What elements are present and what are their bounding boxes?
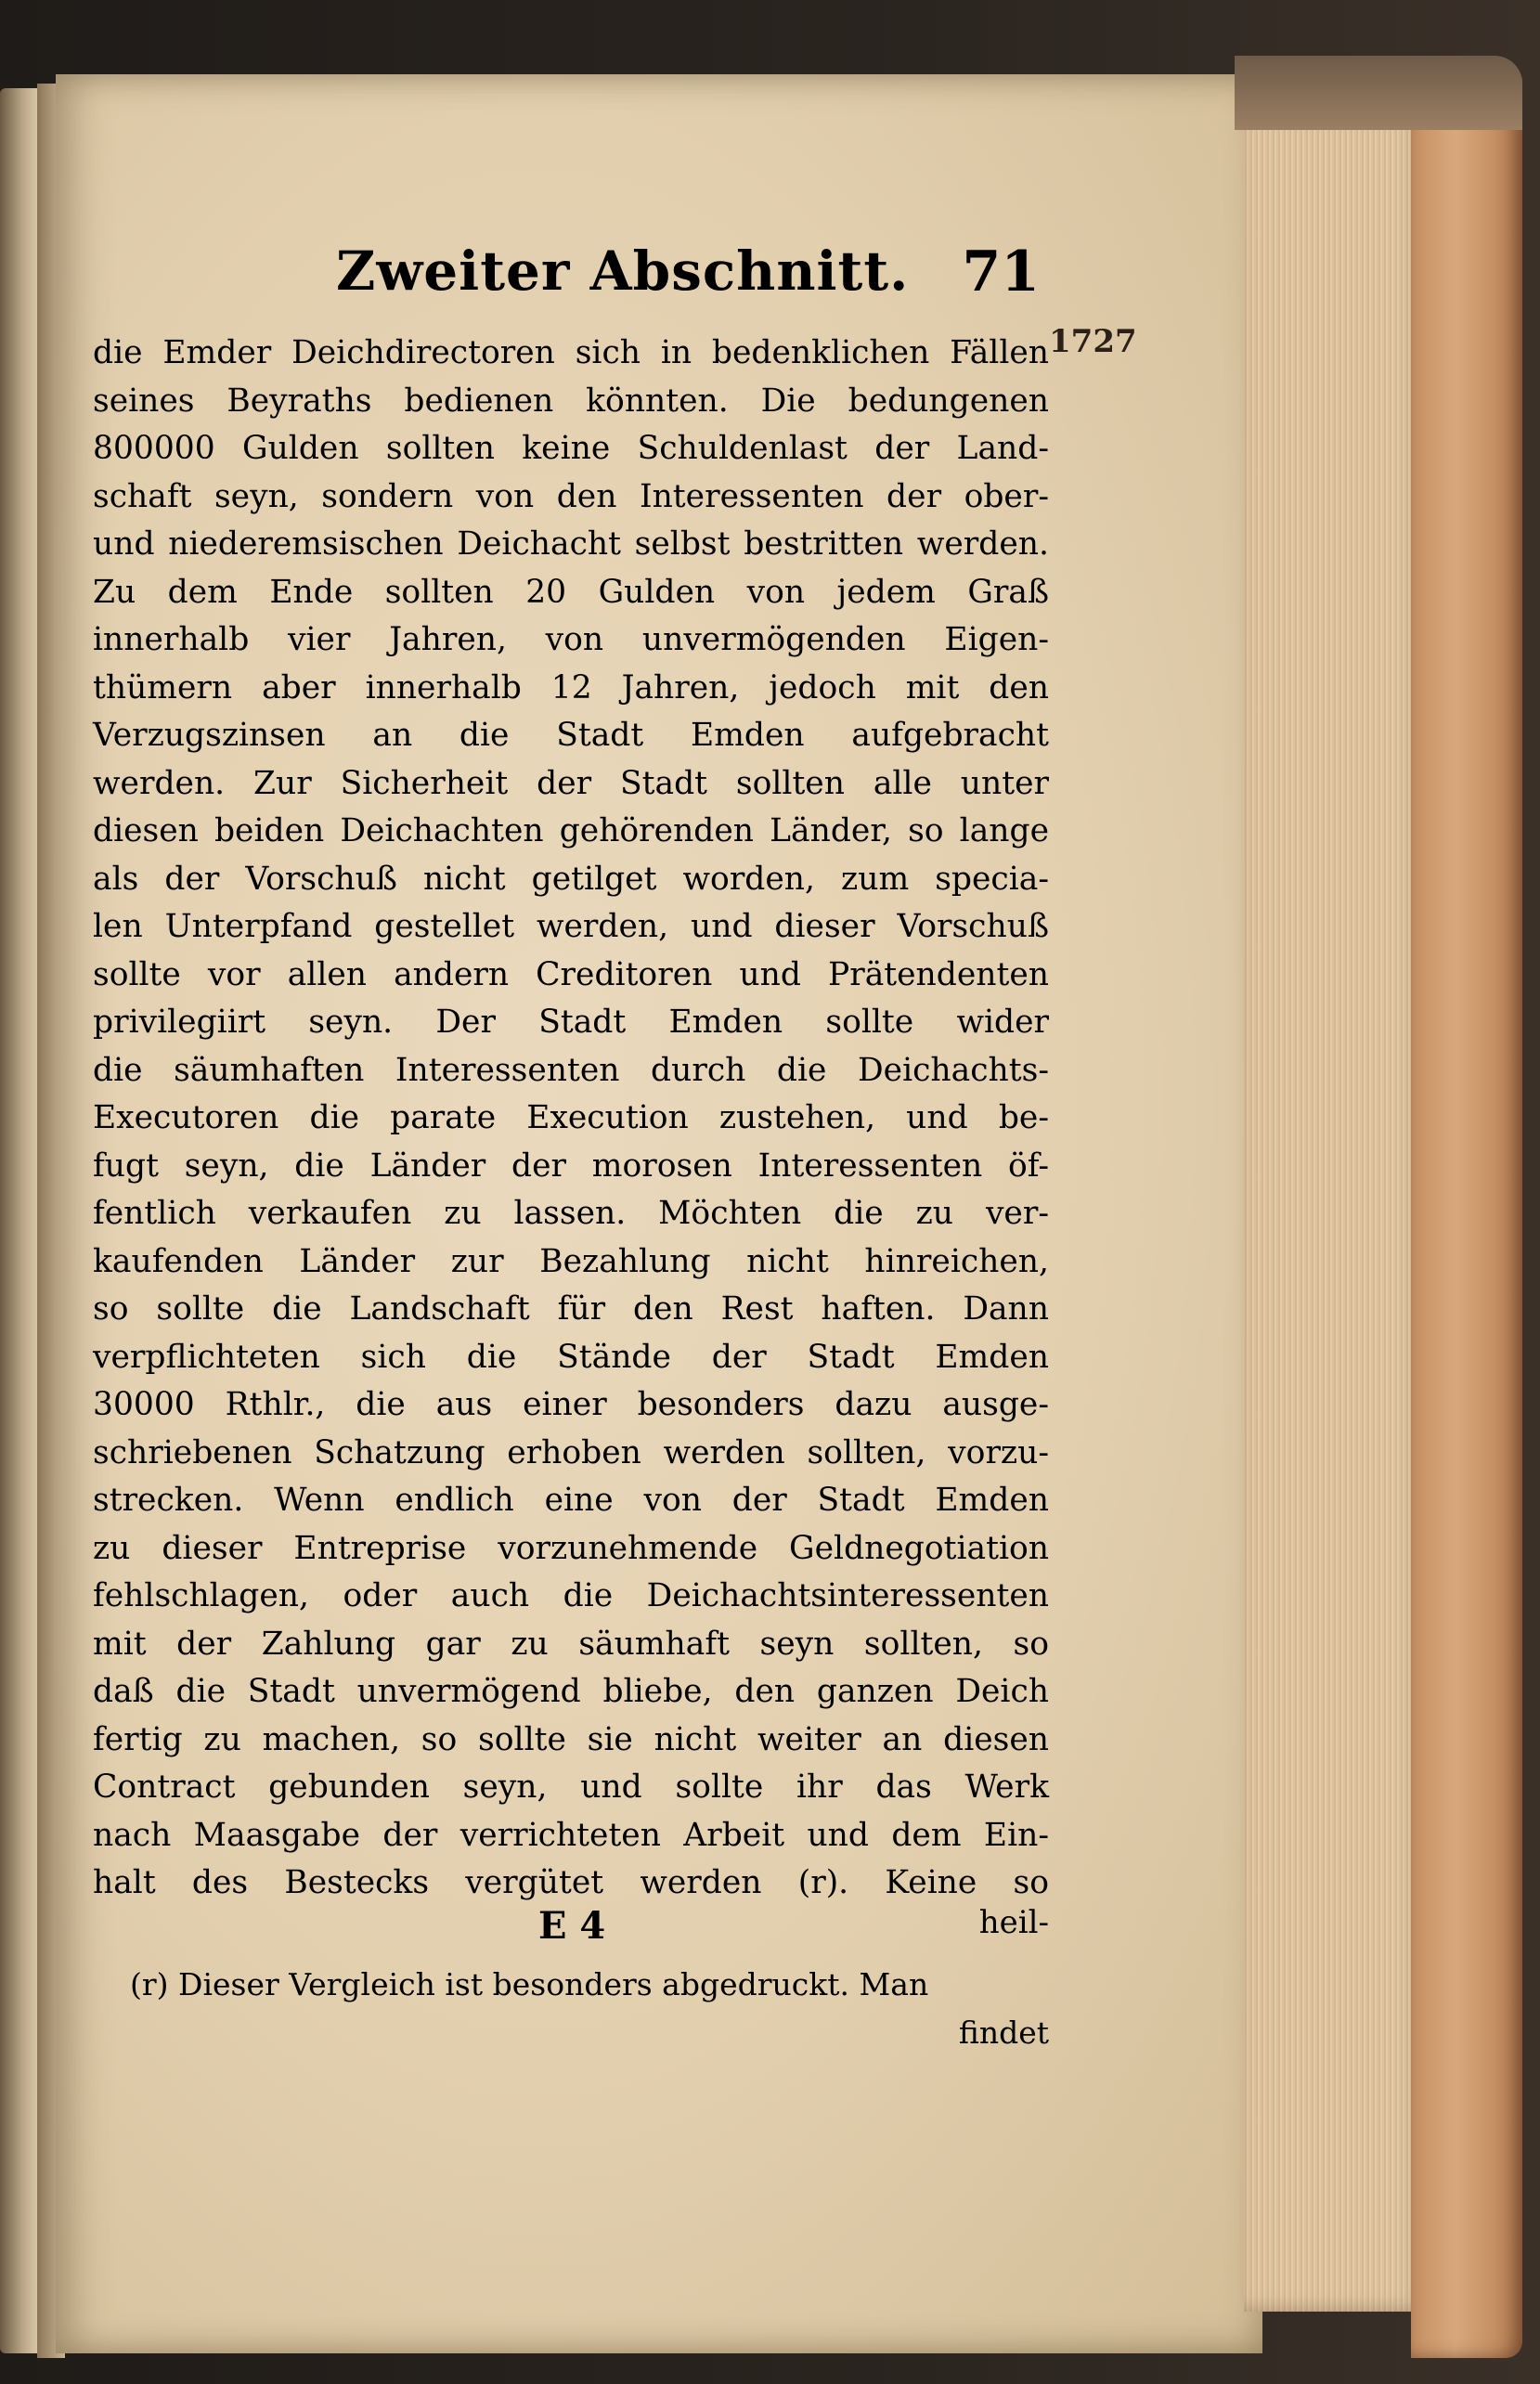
page-number: 71: [962, 240, 1040, 304]
body-text: [93, 330, 1049, 1908]
text-line: zu dieser Entreprise vorzunehmende Geldnegotiation: [93, 1529, 1049, 1567]
text-line: die säumhaften Interessenten durch die Deichachts-: [93, 1051, 1049, 1089]
text-line: mit der Zahlung gar zu säumhaft seyn sollten, so: [93, 1625, 1049, 1663]
text-line: werden. Zur Sicherheit der Stadt sollten alle unter: [93, 764, 1049, 802]
text-line: Verzugszinsen an die Stadt Emden aufgebracht: [93, 717, 1049, 754]
text-line: fehlschlagen, oder auch die Deichachtsinteressenten: [93, 1577, 1049, 1614]
text-line: seines Beyraths bedienen könnten. Die bedungenen: [93, 382, 1049, 420]
text-line: fertig zu machen, so sollte sie nicht weiter an diesen: [93, 1720, 1049, 1758]
book-cover-edge: [1411, 65, 1522, 2358]
catchword: heil-: [978, 1904, 1049, 1941]
page-stack-edge: [1244, 102, 1430, 2312]
text-line: daß die Stadt unvermögend bliebe, den ganzen Deich: [93, 1673, 1049, 1710]
text-line: als der Vorschuß nicht getilget worden, zum specia-: [93, 860, 1049, 898]
footnote-line: (r) Dieser Vergleich ist besonders abgedruckt. Man: [130, 1966, 929, 2002]
text-line: verpflichteten sich die Stände der Stadt Emden: [93, 1338, 1049, 1376]
gathering-signature: E 4: [538, 1904, 606, 1948]
book-cover-top: [1235, 56, 1522, 130]
footnote-catchword: findet: [958, 2015, 1049, 2051]
signature-row: [93, 1904, 1049, 1952]
text-line: thümern aber innerhalb 12 Jahren, jedoch mit den: [93, 668, 1049, 706]
text-line: Zu dem Ende sollten 20 Gulden von jedem Graß: [93, 573, 1049, 611]
text-line: diesen beiden Deichachten gehörenden Länder, so lange: [93, 812, 1049, 849]
footnote: [130, 1961, 1049, 2057]
text-line: 30000 Rthlr., die aus einer besonders dazu ausge-: [93, 1386, 1049, 1423]
text-line: strecken. Wenn endlich eine von der Stadt Emden: [93, 1482, 1049, 1519]
text-line: fentlich verkaufen zu lassen. Möchten die zu ver-: [93, 1195, 1049, 1232]
text-line: halt des Bestecks vergütet werden (r). Keine so: [93, 1864, 1049, 1901]
previous-page-edge: [0, 88, 37, 2353]
text-line: kaufenden Länder zur Bezahlung nicht hinreichen,: [93, 1242, 1049, 1280]
text-line: Executoren die parate Execution zustehen, und be-: [93, 1099, 1049, 1136]
text-line: schriebenen Schatzung erhoben werden sollten, vorzu-: [93, 1433, 1049, 1471]
chapter-title: Zweiter Abschnitt.: [336, 240, 910, 303]
text-line: 800000 Gulden sollten keine Schuldenlast der Land-: [93, 430, 1049, 467]
running-head: [93, 240, 1049, 314]
text-line: so sollte die Landschaft für den Rest haften. Dann: [93, 1290, 1049, 1328]
text-line: Contract gebunden seyn, und sollte ihr das Werk: [93, 1769, 1049, 1806]
text-line: innerhalb vier Jahren, von unvermögenden Eigen-: [93, 621, 1049, 658]
text-line: sollte vor allen andern Creditoren und Prätendenten: [93, 955, 1049, 993]
text-line: die Emder Deichdirectoren sich in bedenklichen Fällen: [93, 334, 1049, 371]
text-line: len Unterpfand gestellet werden, und dieser Vorschuß: [93, 908, 1049, 945]
text-line: schaft seyn, sondern von den Interessenten der ober-: [93, 477, 1049, 515]
text-line: nach Maasgabe der verrichteten Arbeit und dem Ein-: [93, 1816, 1049, 1854]
text-line: und niederemsischen Deichacht selbst bestritten werden.: [93, 525, 1049, 563]
text-line: fugt seyn, die Länder der morosen Interessenten öf-: [93, 1147, 1049, 1185]
margin-year-note: 1727: [1049, 323, 1137, 360]
text-line: privilegiirt seyn. Der Stadt Emden sollte wider: [93, 1004, 1049, 1041]
